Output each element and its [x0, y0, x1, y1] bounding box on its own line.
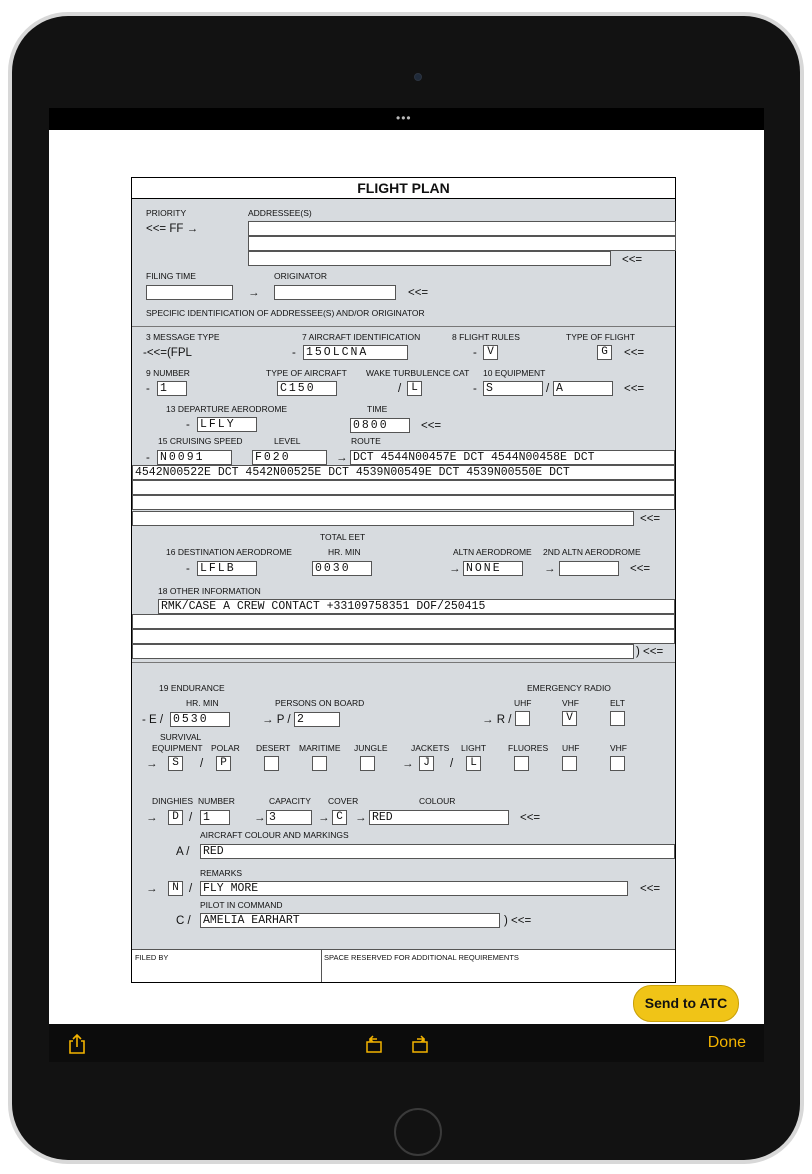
maritime-label: MARITIME	[299, 743, 341, 753]
elt-checkbox[interactable]	[610, 711, 625, 726]
originator-end-mark: <<=	[408, 287, 429, 299]
footer-divider	[321, 949, 322, 982]
number-label: 9 NUMBER	[146, 368, 190, 378]
route-arrow: →	[336, 452, 348, 464]
cover-label: COVER	[328, 796, 359, 806]
form-title: FLIGHT PLAN	[132, 178, 675, 199]
route-line-1[interactable]: DCT 4544N00457E DCT 4544N00458E DCT	[350, 450, 675, 465]
addressee-end-mark: <<=	[622, 254, 643, 266]
dinghies-label: DINGHIES	[152, 796, 194, 806]
slash: /	[200, 758, 204, 770]
dash: -	[146, 383, 150, 395]
uhf2-label: UHF	[562, 743, 580, 753]
dinghies-field[interactable]: D	[168, 810, 183, 825]
aircraft-id-label: 7 AIRCRAFT IDENTIFICATION	[302, 332, 421, 342]
equipment-field[interactable]: S	[483, 381, 543, 396]
c-prefix: C /	[176, 915, 191, 927]
light-label: LIGHT	[461, 743, 487, 753]
equipment-field-2[interactable]: A	[553, 381, 613, 396]
screen	[49, 108, 764, 1062]
total-eet-field[interactable]: 0030	[312, 561, 372, 576]
filing-time-label: FILING TIME	[146, 271, 196, 281]
total-eet-label: TOTAL EET	[320, 532, 366, 542]
maritime-checkbox[interactable]	[312, 756, 327, 771]
colour-field[interactable]: RED	[369, 810, 509, 825]
route-label: ROUTE	[351, 436, 381, 446]
uhf2-checkbox[interactable]	[562, 756, 577, 771]
type-of-aircraft-label: TYPE OF AIRCRAFT	[266, 368, 347, 378]
endurance-hr-min-label: HR. MIN	[186, 698, 219, 708]
bottom-toolbar	[49, 1024, 764, 1062]
pic-field[interactable]: AMELIA EARHART	[200, 913, 500, 928]
done-button[interactable]: Done	[707, 1034, 746, 1051]
jungle-checkbox[interactable]	[360, 756, 375, 771]
destination-label: 16 DESTINATION AERODROME	[166, 547, 292, 557]
departure-time-field[interactable]: 0800	[350, 418, 410, 433]
altn2-arrow: →	[544, 563, 556, 575]
capacity-field[interactable]: 3	[266, 810, 312, 825]
departure-label: 13 DEPARTURE AERODROME	[166, 404, 288, 414]
altn-field[interactable]: NONE	[463, 561, 523, 576]
fpl-prefix: -<<=(FPL	[143, 347, 192, 359]
fluores-checkbox[interactable]	[514, 756, 529, 771]
addressee-label: ADDRESSEE(S)	[248, 208, 312, 218]
flight-plan-form	[131, 177, 676, 983]
slash: /	[450, 758, 454, 770]
level-field[interactable]: F020	[252, 450, 327, 465]
altn2-label: 2ND ALTN AERODROME	[543, 547, 641, 557]
r-prefix: → R /	[482, 714, 512, 726]
other-info-line-3[interactable]	[132, 629, 675, 644]
aircraft-colour-field[interactable]: RED	[200, 844, 675, 859]
colour-label: COLOUR	[419, 796, 456, 806]
pic-label: PILOT IN COMMAND	[200, 900, 283, 910]
aircraft-type-field[interactable]: C150	[277, 381, 337, 396]
section-divider	[132, 662, 675, 663]
destination-field[interactable]: LFLB	[197, 561, 257, 576]
section-divider	[132, 326, 675, 327]
polar-label: POLAR	[211, 743, 240, 753]
dash: -	[186, 563, 190, 575]
dinghies-number-label: NUMBER	[198, 796, 235, 806]
end-mark: <<=	[640, 883, 661, 895]
remarks-arrow: →	[146, 883, 158, 895]
route-end-mark: <<=	[640, 513, 661, 525]
survival-arrow: →	[146, 758, 158, 770]
altn-arrow: →	[449, 563, 461, 575]
endurance-label: 19 ENDURANCE	[159, 683, 225, 693]
elt-label: ELT	[610, 698, 625, 708]
desert-checkbox[interactable]	[264, 756, 279, 771]
cruising-speed-label: 15 CRUISING SPEED	[158, 436, 243, 446]
route-line-3[interactable]	[132, 480, 675, 495]
dash: -	[473, 347, 477, 359]
departure-field[interactable]: LFLY	[197, 417, 257, 432]
remarks-n-field[interactable]: N	[168, 881, 183, 896]
altn-label: ALTN AERODROME	[453, 547, 532, 557]
flight-rules-label: 8 FLIGHT RULES	[452, 332, 520, 342]
other-info-label: 18 OTHER INFORMATION	[158, 586, 261, 596]
cruising-speed-field[interactable]: N0091	[157, 450, 232, 465]
dash: -	[473, 383, 477, 395]
end-mark: <<=	[520, 812, 541, 824]
end-mark: <<=	[630, 563, 651, 575]
vhf-label: VHF	[562, 698, 579, 708]
top-bar	[49, 108, 764, 130]
specific-id-label: SPECIFIC IDENTIFICATION OF ADDRESSEE(S) AND/OR ORIGINATOR	[146, 308, 425, 318]
capacity-label: CAPACITY	[269, 796, 311, 806]
slash: /	[189, 812, 193, 824]
end-mark: <<=	[624, 383, 645, 395]
uhf-checkbox[interactable]	[515, 711, 530, 726]
altn2-field[interactable]	[559, 561, 619, 576]
type-of-flight-field[interactable]: G	[597, 345, 612, 360]
number-field[interactable]: 1	[157, 381, 187, 396]
aircraft-id-field[interactable]: 15OLCNA	[303, 345, 408, 360]
dinghies-number-field[interactable]: 1	[200, 810, 230, 825]
e-prefix: - E /	[142, 714, 164, 726]
end-mark: <<=	[421, 420, 442, 432]
end-mark: <<=	[624, 347, 645, 359]
addressee-field-2[interactable]	[248, 236, 676, 251]
aircraft-colour-label: AIRCRAFT COLOUR AND MARKINGS	[200, 830, 349, 840]
originator-label: ORIGINATOR	[274, 271, 328, 281]
fluores-label: FLUORES	[508, 743, 549, 753]
cover-field[interactable]: C	[332, 810, 347, 825]
survival-s-field[interactable]: S	[168, 756, 183, 771]
persons-field[interactable]: 2	[294, 712, 340, 727]
jackets-field[interactable]: J	[419, 756, 434, 771]
desert-label: DESERT	[256, 743, 291, 753]
remarks-label: REMARKS	[200, 868, 243, 878]
dash: -	[146, 452, 150, 464]
time-label: TIME	[367, 404, 388, 414]
priority-label: PRIORITY	[146, 208, 187, 218]
p-prefix: → P /	[262, 714, 291, 726]
emergency-radio-label: EMERGENCY RADIO	[527, 683, 611, 693]
route-line-5[interactable]	[132, 511, 634, 526]
survival-equipment-label: EQUIPMENT	[152, 743, 203, 753]
remarks-field[interactable]: FLY MORE	[200, 881, 628, 896]
cover-arrow: →	[318, 812, 330, 824]
dinghies-arrow: →	[146, 812, 158, 824]
reserved-label: SPACE RESERVED FOR ADDITIONAL REQUIREMENTS	[324, 953, 519, 962]
light-field[interactable]: L	[466, 756, 481, 771]
share-icon[interactable]	[67, 1033, 87, 1059]
originator-field[interactable]	[274, 285, 396, 300]
more-options-icon[interactable]: •••	[396, 111, 412, 125]
level-label: LEVEL	[274, 436, 301, 446]
addressee-field-3[interactable]	[248, 251, 611, 266]
slash: /	[189, 883, 193, 895]
persons-label: PERSONS ON BOARD	[275, 698, 365, 708]
eet-hr-min-label: HR. MIN	[328, 547, 361, 557]
route-line-2[interactable]: 4542N00522E DCT 4542N00525E DCT 4539N00549E DCT 4539N00550E DCT	[132, 465, 675, 480]
filing-time-field[interactable]	[146, 285, 233, 300]
redo-icon[interactable]	[409, 1033, 431, 1059]
vhf2-label: VHF	[610, 743, 627, 753]
survival-label: SURVIVAL	[160, 732, 202, 742]
route-line-4[interactable]	[132, 495, 675, 510]
filed-by-label: FILED BY	[135, 953, 169, 962]
pic-end-mark: ) <<=	[504, 915, 532, 927]
message-type-label: 3 MESSAGE TYPE	[146, 332, 220, 342]
equipment-label: 10 EQUIPMENT	[483, 368, 546, 378]
addressee-field-1[interactable]	[248, 221, 676, 236]
vhf2-checkbox[interactable]	[610, 756, 625, 771]
flight-rules-field[interactable]: V	[483, 345, 498, 360]
other-info-end-mark: ) <<=	[636, 646, 664, 658]
uhf-label: UHF	[514, 698, 532, 708]
jackets-label: JACKETS	[411, 743, 450, 753]
front-camera	[414, 73, 422, 81]
type-of-flight-label: TYPE OF FLIGHT	[566, 332, 635, 342]
jungle-label: JUNGLE	[354, 743, 388, 753]
other-info-line-4[interactable]	[132, 644, 634, 659]
send-to-atc-button[interactable]: Send to ATC	[633, 985, 739, 1022]
wake-field[interactable]: L	[407, 381, 422, 396]
dash: -	[292, 347, 296, 359]
capacity-arrow: →	[254, 812, 266, 824]
jackets-arrow: →	[402, 758, 414, 770]
other-info-line-2[interactable]	[132, 614, 675, 629]
slash: /	[546, 383, 550, 395]
a-prefix: A /	[176, 846, 190, 858]
priority-prefix: <<= FF →	[146, 223, 199, 235]
filing-arrow: →	[248, 287, 260, 299]
dash: -	[186, 419, 190, 431]
vhf-checkbox[interactable]: V	[562, 711, 577, 726]
other-info-line-1[interactable]: RMK/CASE A CREW CONTACT +33109758351 DOF/250415	[158, 599, 675, 614]
undo-icon[interactable]	[363, 1033, 385, 1059]
slash: /	[398, 383, 402, 395]
wake-turbulence-label: WAKE TURBULENCE CAT	[366, 368, 470, 378]
colour-arrow: →	[355, 812, 367, 824]
endurance-field[interactable]: 0530	[170, 712, 230, 727]
polar-field[interactable]: P	[216, 756, 231, 771]
home-button[interactable]	[394, 1108, 442, 1156]
